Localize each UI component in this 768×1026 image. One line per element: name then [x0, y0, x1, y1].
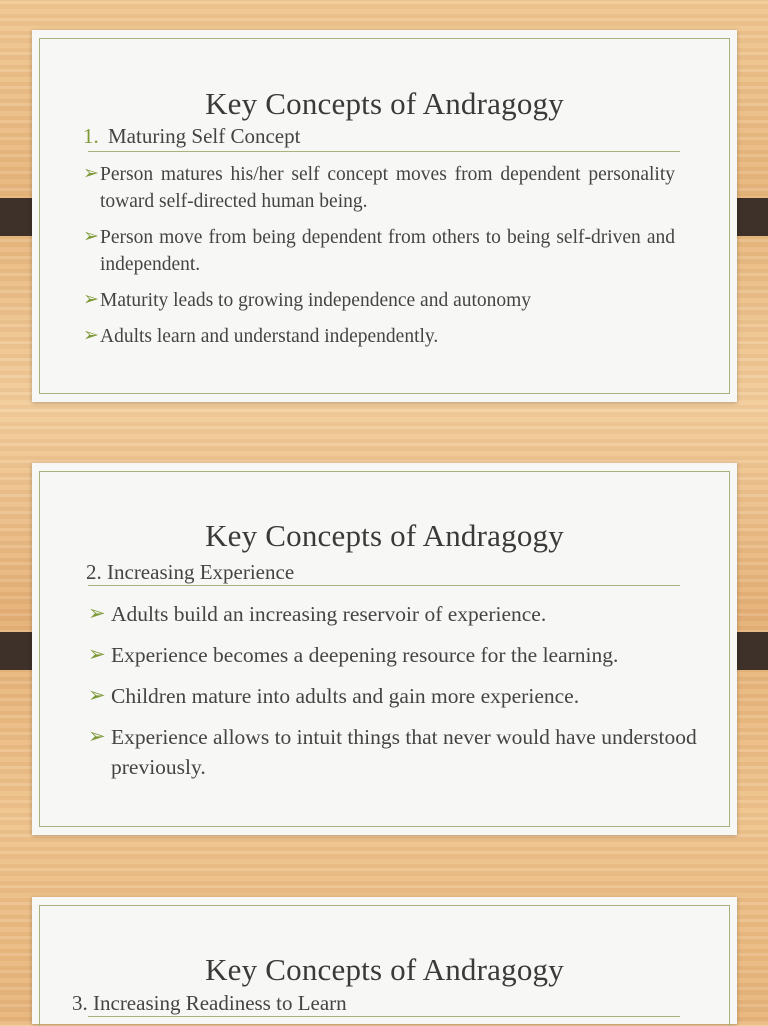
subtitle-underline [88, 585, 680, 586]
slide-subtitle: 3. Increasing Readiness to Learn [72, 991, 347, 1015]
bullet-text: Experience becomes a deepening resource for the learning. [111, 643, 619, 667]
slide-title: Key Concepts of Andragogy [205, 518, 564, 553]
arrowhead-icon: ➢ [88, 724, 106, 748]
list-item [88, 681, 698, 711]
arrowhead-icon: ➢ [83, 163, 99, 184]
list-item [88, 640, 698, 670]
slide-subtitle: 2. Increasing Experience [86, 560, 295, 584]
bullet-text: Children mature into adults and gain more experience. [111, 684, 580, 708]
list-item [88, 722, 698, 782]
subtitle-text: Maturing Self Concept [108, 124, 301, 148]
arrowhead-icon: ➢ [83, 226, 99, 247]
bullet-text: Person move from being dependent from others to being self-driven and independent. [100, 227, 675, 275]
arrowhead-icon: ➢ [83, 325, 99, 346]
list-item [83, 323, 675, 350]
list-item [88, 599, 698, 629]
subtitle-number: 1. [83, 124, 99, 148]
bullet-text: Person matures his/her self concept moves from dependent personality toward self-directed human being. [100, 164, 675, 212]
arrowhead-icon: ➢ [88, 683, 106, 707]
bullet-text: Adults build an increasing reservoir of experience. [111, 602, 547, 626]
bullet-list [83, 161, 675, 359]
arrowhead-icon: ➢ [88, 601, 106, 625]
slide-2 [32, 463, 737, 835]
list-item [83, 224, 675, 278]
list-item [83, 161, 675, 215]
slide-subtitle [83, 124, 300, 149]
bullet-text: Adults learn and understand independently. [100, 326, 439, 347]
bullet-text: Experience allows to intuit things that never would have understood previously. [111, 725, 697, 779]
subtitle-underline [88, 151, 680, 152]
list-item [83, 287, 675, 314]
arrowhead-icon: ➢ [83, 289, 99, 310]
slide-1 [32, 30, 737, 402]
bullet-list [88, 599, 698, 793]
arrowhead-icon: ➢ [88, 642, 106, 666]
slide-title: Key Concepts of Andragogy [205, 952, 564, 987]
slide-3 [32, 897, 737, 1024]
bullet-text: Maturity leads to growing independence and autonomy [100, 290, 532, 311]
slide-title: Key Concepts of Andragogy [205, 86, 564, 121]
subtitle-underline [88, 1016, 680, 1017]
